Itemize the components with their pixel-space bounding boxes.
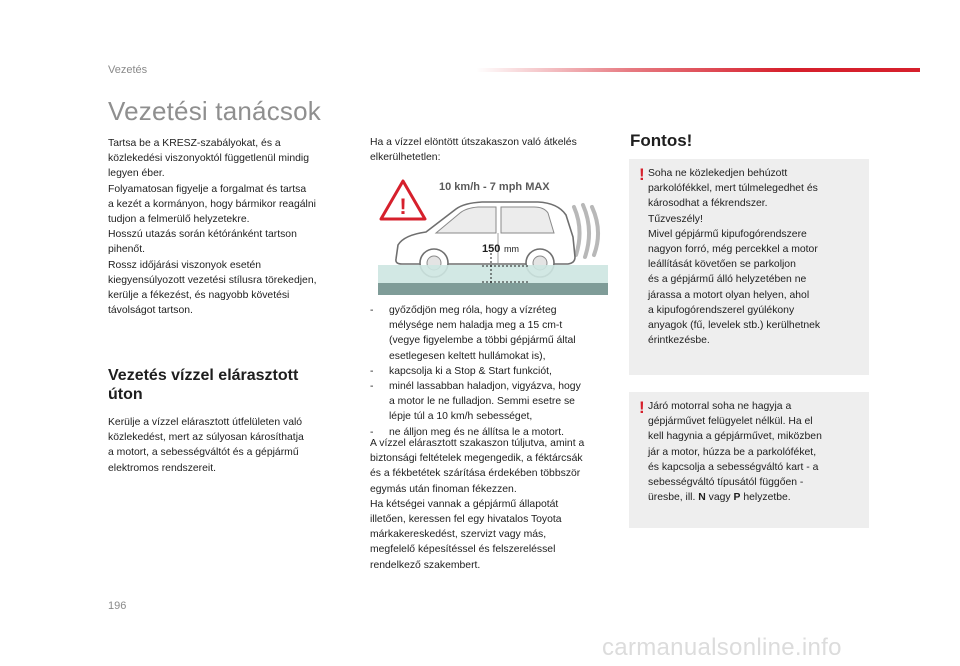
box-text-part: helyzetbe. — [740, 492, 791, 504]
list-item — [370, 364, 615, 379]
after-crossing-paragraph: A vízzel elárasztott szakaszon túljutva, amint a biztonsági feltételek megengedik, a féktárcsák és a fékbetétek szárítása érdekében többször egymás után finoman fékezzen. Ha kétségei vannak a gépjármű állapotát illetően, keressen fel egy hivatalos Toyota márkakereskedést, szervizt vagy más, megfelelő képesítéssel és felszereléssel rendelkező szakembert. — [370, 438, 585, 571]
list-item — [370, 303, 615, 364]
important-box-text — [648, 399, 860, 505]
exclamation-icon: ! — [639, 165, 645, 184]
motion-lines-icon — [574, 205, 598, 257]
important-box-text: Soha ne közlekedjen behúzott parkolófékkel, mert túlmelegedhet és károsodhat a fékrendszer. Tűzveszély! Mivel gépjármű kipufogórendszere nagyon forró, még percekkel a motor leállítását követően se parkoljon és a gépjármű álló helyzetében ne járassa a motort olyan helyen, ahol a kipufogórendszerel gyúlékony anyagok (fű, levelek stb.) kerülhetnek érintkezésbe. — [648, 168, 821, 347]
list-dash: - — [370, 381, 374, 393]
list-item — [370, 379, 615, 425]
exclamation-icon: ! — [639, 398, 645, 417]
page-number: 196 — [108, 600, 127, 612]
warning-glyph: ! — [399, 194, 407, 219]
water-depth-value: 150 — [482, 243, 501, 255]
header-accent-bar — [476, 68, 920, 72]
important-box-running-engine — [629, 392, 869, 528]
box-text-part: vagy — [705, 492, 734, 504]
page-title: Vezetési tanácsok — [108, 96, 321, 126]
list-dash: - — [370, 305, 374, 316]
speed-limit-label: 10 km/h - 7 mph MAX — [439, 181, 550, 193]
watermark: carmanualsonline.info — [602, 634, 842, 661]
list-item-text: ne álljon meg és ne állítsa le a motort. — [389, 426, 565, 438]
flooded-road-illustration — [378, 175, 608, 297]
warning-triangle-icon — [381, 181, 425, 219]
intro-paragraph: Tartsa be a KRESZ-szabályokat, és a közlekedési viszonyoktól függetlenül mindig legyen éber. Folyamatosan figyelje a forgalmat és tartsa a kezét a kormányon, hogy bármikor reagálni tudjon a felmerülő helyzetekre. Hosszú utazás során kétóránként tartson pihenőt. Rossz időjárási viszonyok esetén kiegyensúlyozott vezetési stílusra törekedjen, kerülje a fékezést, és nagyobb követési távolságot tartson. — [108, 138, 317, 317]
gear-n-label: N — [698, 492, 706, 504]
important-box-parking-brake — [629, 159, 869, 375]
list-dash: - — [370, 426, 374, 438]
water-depth-unit: mm — [504, 244, 519, 254]
water-layer — [378, 265, 608, 283]
box-text-part: Járó motorral soha ne hagyja a gépjárművet felügyelet nélkül. Ha el kell hagynia a gépjárművet, miközben jár a motor, húzza be a parkolóféket, és kapcsolja a sebességváltó kart - a sebességváltó típusától függően - üresbe, ill. — [648, 401, 822, 504]
important-heading: Fontos! — [630, 131, 693, 150]
list-item-text: kapcsolja ki a Stop & Start funkciót, — [389, 365, 552, 377]
list-item-text: minél lassabban haladjon, vigyázva, hogy a motor le ne fulladjon. Semmi esetre se lépje túl a 10 km/h sebességet, — [389, 381, 581, 423]
flooded-road-heading: Vezetés vízzel elárasztott úton — [108, 367, 299, 403]
flooded-crossing-steps — [370, 303, 615, 440]
list-dash: - — [370, 365, 374, 377]
road-surface — [378, 283, 608, 295]
flooded-crossing-intro: Ha a vízzel elöntött útszakaszon való átkelés elkerülhetetlen: — [370, 137, 577, 164]
section-label: Vezetés — [108, 64, 148, 76]
gear-p-label: P — [733, 492, 741, 504]
flooded-road-paragraph: Kerülje a vízzel elárasztott útfelületen való közlekedést, mert az súlyosan károsíthatja a motort, a sebességváltót és a gépjármű elektromos rendszereit. — [108, 417, 304, 474]
list-item-text: győződjön meg róla, hogy a vízréteg mélysége nem haladja meg a 15 cm-t (vegye figyelembe a többi gépjármű által esetlegesen keltett hullámokat is), — [389, 305, 576, 362]
